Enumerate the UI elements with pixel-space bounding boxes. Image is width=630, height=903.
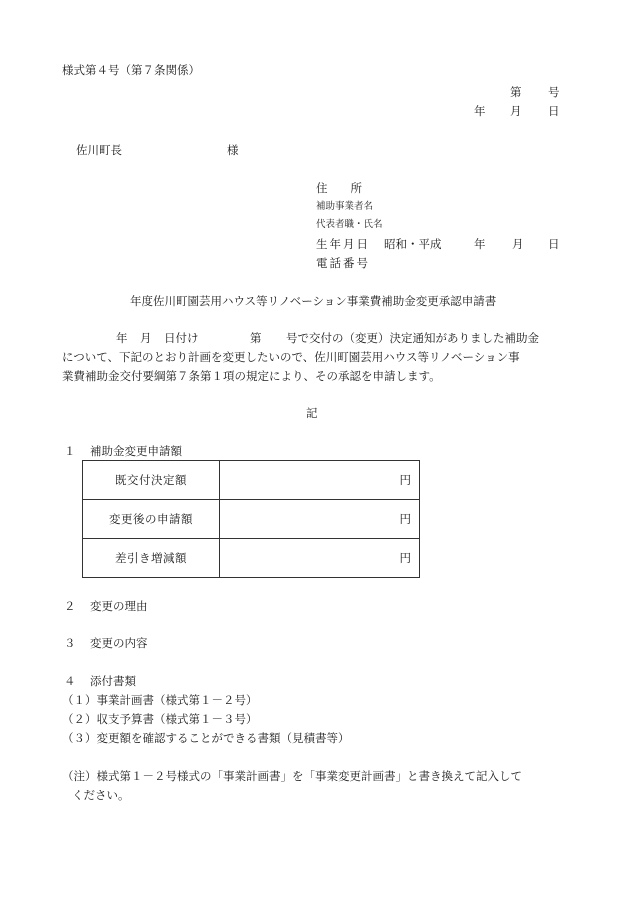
operator-label: 補助事業者名 bbox=[316, 201, 374, 212]
section-2-number: ２ bbox=[64, 599, 76, 613]
attachment-item: （３）変更額を確認することができる書類（見積書等） bbox=[62, 731, 350, 745]
birth-month: 月 bbox=[512, 237, 524, 251]
section-4-title: 添付書類 bbox=[90, 674, 136, 688]
body-num-prefix: 第 bbox=[250, 331, 262, 345]
birth-era: 昭和・平成 bbox=[384, 237, 442, 251]
note-line2: ください。 bbox=[72, 788, 130, 802]
table-row bbox=[83, 461, 420, 500]
doc-number-suffix: 号 bbox=[548, 85, 560, 99]
address-label: 住 所 bbox=[316, 181, 362, 195]
birth-date-label: 生年月日 bbox=[316, 237, 370, 251]
amount-unit: 円 bbox=[220, 461, 420, 500]
table-row bbox=[83, 500, 420, 539]
section-3-title: 変更の内容 bbox=[90, 636, 148, 650]
date-month: 月 bbox=[510, 104, 522, 118]
amount-unit: 円 bbox=[220, 539, 420, 578]
amount-table bbox=[82, 460, 420, 578]
note-line1: （注）様式第１－２号様式の「事業計画書」を「事業変更計画書」と書き換えて記入して bbox=[62, 769, 522, 783]
date-day: 日 bbox=[548, 104, 560, 118]
amount-unit: 円 bbox=[220, 500, 420, 539]
amount-label: 既交付決定額 bbox=[83, 461, 220, 500]
birth-day: 日 bbox=[548, 237, 560, 251]
amount-label: 変更後の申請額 bbox=[83, 500, 220, 539]
form-label: 様式第４号（第７条関係） bbox=[62, 63, 200, 77]
phone-label: 電話番号 bbox=[316, 256, 370, 270]
body-line1-rest: 号で交付の（変更）決定通知がありました補助金 bbox=[286, 331, 539, 345]
attachment-item: （２）収支予算書（様式第１－３号） bbox=[62, 712, 258, 726]
section-1-number: １ bbox=[64, 444, 76, 458]
addressee-honorific: 様 bbox=[227, 143, 239, 157]
section-4-number: ４ bbox=[64, 674, 76, 688]
attachment-item: （１）事業計画書（様式第１－２号） bbox=[62, 693, 258, 707]
table-row bbox=[83, 539, 420, 578]
representative-label: 代表者職・氏名 bbox=[316, 219, 383, 230]
section-3-number: ３ bbox=[64, 636, 76, 650]
body-month: 月 bbox=[140, 331, 152, 345]
section-2-title: 変更の理由 bbox=[90, 599, 148, 613]
body-line3: 業費補助金交付要綱第７条第１項の規定により、その承認を申請します。 bbox=[62, 369, 441, 383]
doc-number-prefix: 第 bbox=[510, 85, 522, 99]
addressee-name: 佐川町長 bbox=[76, 143, 122, 157]
body-day-suffix: 日付け bbox=[164, 331, 199, 345]
body-year: 年 bbox=[116, 331, 128, 345]
birth-year: 年 bbox=[474, 237, 486, 251]
section-1-title: 補助金変更申請額 bbox=[90, 444, 182, 458]
ki-marker: 記 bbox=[306, 406, 318, 420]
date-year: 年 bbox=[474, 104, 486, 118]
body-line2: について、下記のとおり計画を変更したいので、佐川町園芸用ハウス等リノベーション事 bbox=[62, 350, 520, 364]
document-title: 年度佐川町園芸用ハウス等リノベーション事業費補助金変更承認申請書 bbox=[130, 294, 497, 308]
amount-label: 差引き増減額 bbox=[83, 539, 220, 578]
